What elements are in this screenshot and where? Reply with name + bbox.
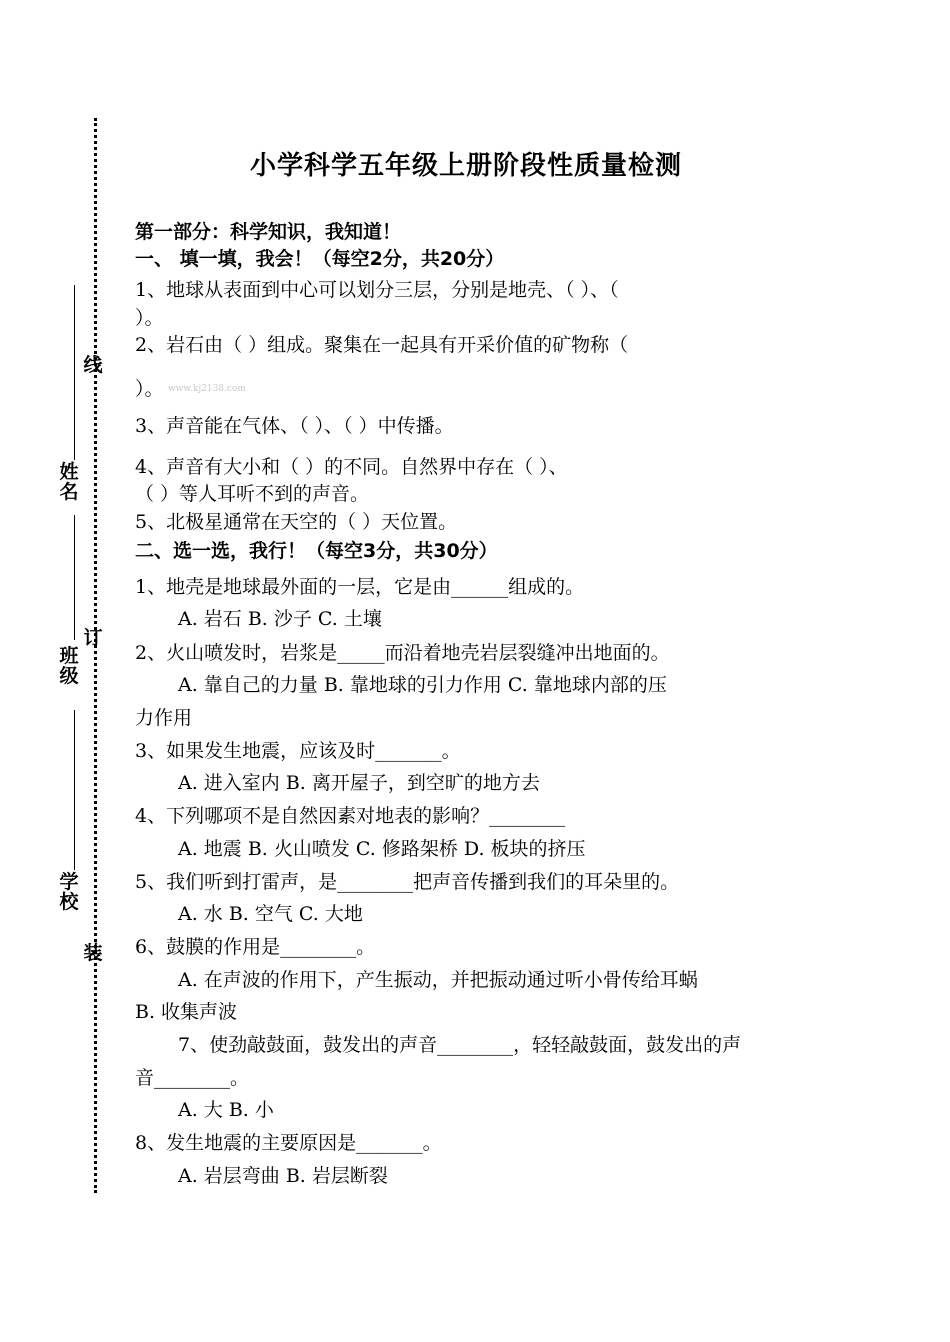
page-title: 小学科学五年级上册阶段性质量检测: [250, 151, 683, 181]
fill-q4-cont: （ ）等人耳听不到的声音。: [135, 483, 370, 505]
choice-q7-cont: 音________。: [135, 1067, 250, 1089]
choice-q8-options: A. 岩层弯曲 B. 岩层断裂: [178, 1165, 388, 1187]
label-school: 学校: [59, 871, 79, 913]
choice-q5-options: A. 水 B. 空气 C. 大地: [178, 903, 363, 925]
section2-heading: 二、选一选，我行！（每空3分，共30分）: [135, 540, 498, 562]
choice-q6: 6、鼓膜的作用是________。: [135, 936, 376, 958]
fill-q4: 4、声音有大小和（ ）的不同。自然界中存在（ ）、: [135, 456, 568, 478]
binding-mark-zhuang: 装: [83, 942, 103, 964]
choice-q7: 7、使劲敲鼓面，鼓发出的声音________，轻轻敲鼓面，鼓发出的声: [178, 1034, 742, 1056]
name-underline: [74, 285, 75, 460]
choice-q6-option-a: A. 在声波的作用下，产生振动，并把振动通过听小骨传给耳蜗: [178, 969, 698, 991]
choice-q5: 5、我们听到打雷声，是________把声音传播到我们的耳朵里的。: [135, 871, 680, 893]
binding-dotted-line: [94, 118, 97, 1193]
choice-q4: 4、下列哪项不是自然因素对地表的影响？________: [135, 805, 566, 827]
choice-q2: 2、火山喷发时，岩浆是_____而沿着地壳岩层裂缝冲出地面的。: [135, 642, 670, 664]
choice-q7-options: A. 大 B. 小: [178, 1099, 274, 1121]
label-class: 班级: [59, 645, 79, 687]
choice-q1: 1、地壳是地球最外面的一层，它是由______组成的。: [135, 576, 585, 598]
class-underline: [74, 515, 75, 640]
fill-q2: 2、岩石由（ ）组成。聚集在一起具有开采价值的矿物称（: [135, 334, 629, 356]
choice-q4-options: A. 地震 B. 火山喷发 C. 修路架桥 D. 板块的挤压: [178, 838, 586, 860]
binding-mark-ding: 订: [83, 627, 103, 649]
fill-q5: 5、北极星通常在天空的（ ）天位置。: [135, 511, 458, 533]
choice-q6-option-b: B. 收集声波: [135, 1001, 238, 1023]
section1-heading: 一、 填一填，我会！（每空2分，共20分）: [135, 248, 505, 270]
fill-q3: 3、声音能在气体、（ ）、（ ）中传播。: [135, 415, 454, 437]
label-name: 姓名: [59, 461, 79, 503]
binding-mark-xian: 线: [83, 354, 103, 376]
choice-q1-options: A. 岩石 B. 沙子 C. 土壤: [178, 608, 382, 630]
watermark: www.kj2138.com: [168, 384, 246, 394]
choice-q3-options: A. 进入室内 B. 离开屋子，到空旷的地方去: [178, 772, 540, 794]
choice-q2-options: A. 靠自己的力量 B. 靠地球的引力作用 C. 靠地球内部的压: [178, 674, 667, 696]
choice-q8: 8、发生地震的主要原因是_______。: [135, 1132, 442, 1154]
fill-q2-cont: ）。: [135, 378, 164, 400]
part1-heading: 第一部分：科学知识，我知道！: [135, 221, 402, 243]
school-underline: [74, 710, 75, 870]
choice-q3: 3、如果发生地震，应该及时_______。: [135, 740, 461, 762]
fill-q1-cont: ）。: [135, 307, 164, 329]
fill-q1: 1、地球从表面到中心可以划分三层，分别是地壳、（ ）、（: [135, 279, 619, 301]
choice-q2-cont: 力作用: [135, 707, 193, 729]
